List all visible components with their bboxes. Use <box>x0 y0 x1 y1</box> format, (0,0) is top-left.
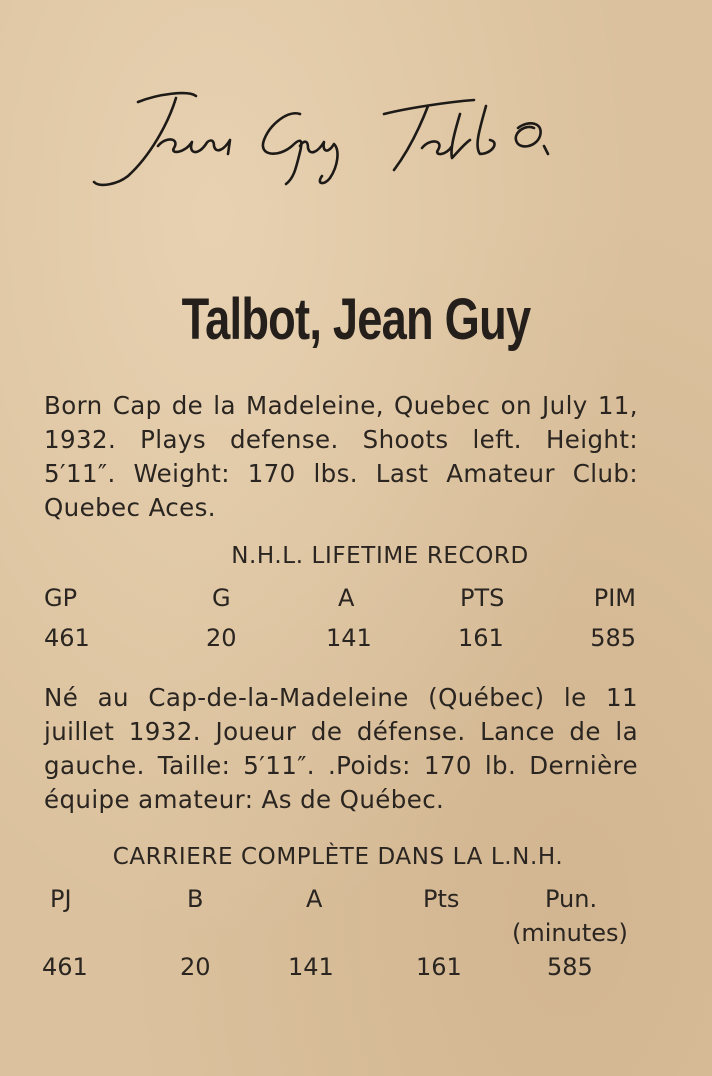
header-pim: PIM <box>593 584 636 612</box>
value-b: 20 <box>180 953 211 981</box>
value-pim: 585 <box>590 624 636 652</box>
header-a: A <box>338 584 355 612</box>
value-gp: 461 <box>44 624 90 652</box>
header-pun: Pun. <box>545 885 598 913</box>
english-record-title: N.H.L. LIFETIME RECORD <box>231 543 529 569</box>
header-pts: PTS <box>460 584 505 612</box>
value-pun: 585 <box>547 953 593 981</box>
value-g: 20 <box>206 624 237 652</box>
header-pun-minutes: (minutes) <box>512 919 628 947</box>
autograph-signature <box>88 84 568 194</box>
value-a: 141 <box>326 624 372 652</box>
header-g: G <box>212 584 231 612</box>
signature-drawing <box>88 84 568 194</box>
value-pts-fr: 161 <box>416 953 462 981</box>
value-pj: 461 <box>42 953 88 981</box>
header-b: B <box>187 885 204 913</box>
french-bio: Né au Cap-de-la-Madeleine (Québec) le 11 juillet 1932. Joueur de défense. Lance de la gauche. Taille: 5′11″. .Poids: 170 lb. Dernière équipe amateur: As de Québec. <box>44 683 638 814</box>
value-pts: 161 <box>458 624 504 652</box>
header-gp: GP <box>44 584 78 612</box>
french-record-title: CARRIERE COMPLÈTE DANS LA L.N.H. <box>112 844 564 870</box>
player-name: Talbot, Jean Guy <box>181 287 531 352</box>
header-pj: PJ <box>50 885 72 913</box>
english-bio: Born Cap de la Madeleine, Quebec on July 11, 1932. Plays defense. Shoots left. Height: 5′11″. Weight: 170 lbs. Last Amateur Club: Quebec Aces. <box>44 391 638 522</box>
header-pts-fr: Pts <box>423 885 460 913</box>
header-a-fr: A <box>306 885 323 913</box>
value-a-fr: 141 <box>288 953 334 981</box>
